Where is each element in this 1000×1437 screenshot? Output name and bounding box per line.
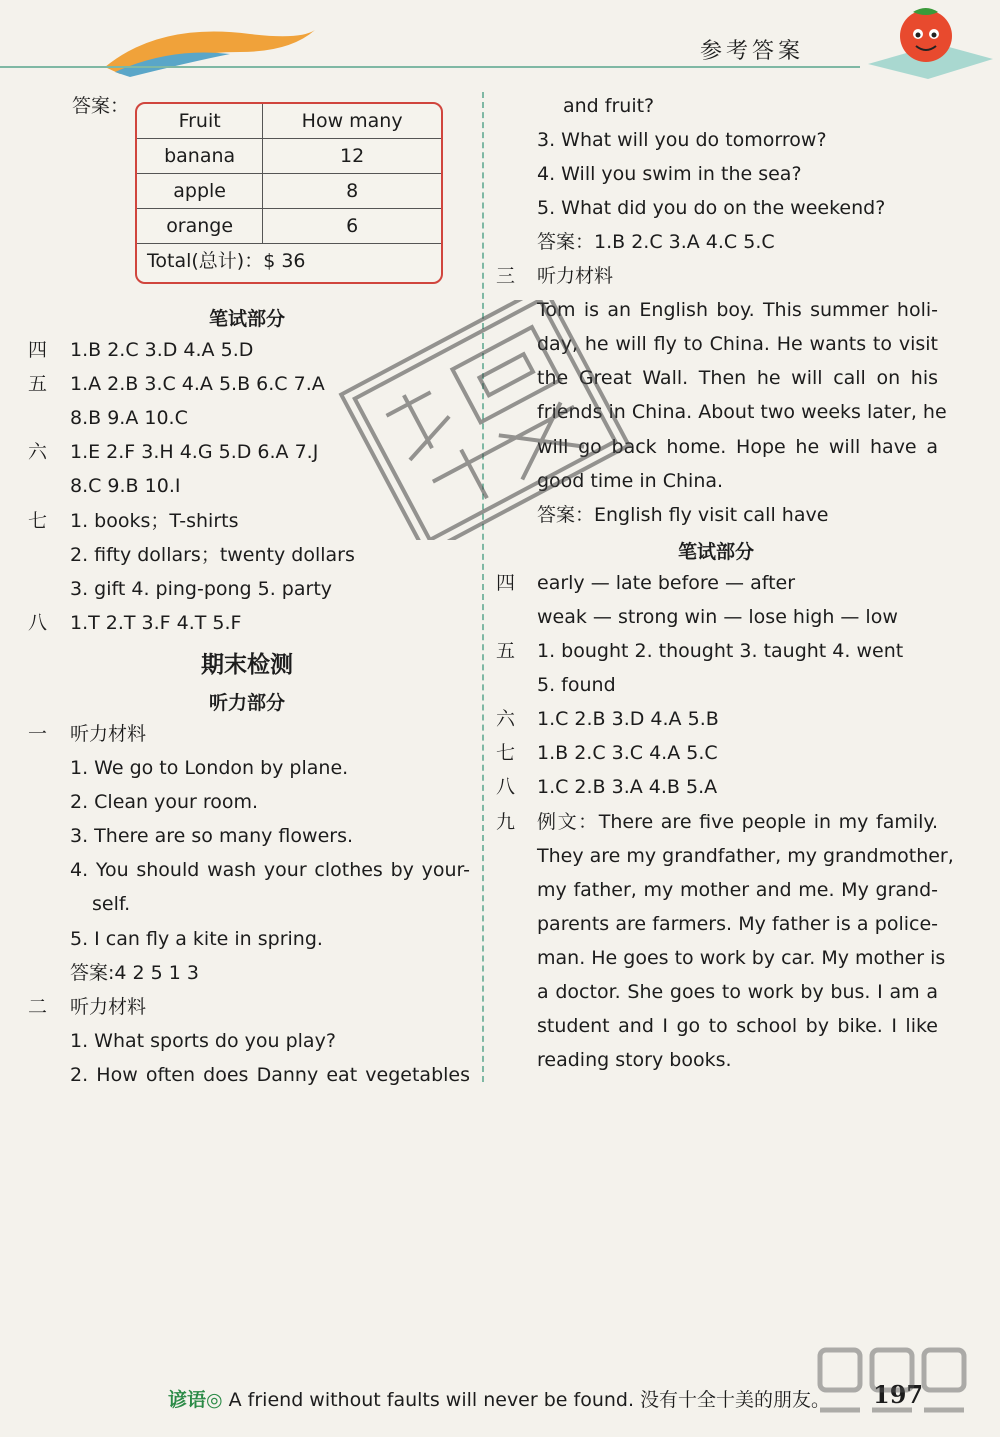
section-number: 四	[28, 339, 48, 361]
essay-line: 例文：There are five people in my family.	[537, 811, 938, 833]
written-heading-right: 笔试部分	[677, 541, 754, 563]
passage-line: Tom is an English boy. This summer holi-	[537, 299, 938, 321]
table-row	[137, 209, 441, 244]
page-title: 参考答案	[700, 39, 805, 64]
table-cell: 8	[263, 174, 441, 209]
essay-line: my father, my mother and me. My grand-	[537, 879, 938, 901]
section-number: 八	[496, 776, 516, 798]
essay-line: reading story books.	[537, 1049, 732, 1071]
list-item: 4. You should wash your clothes by your-	[70, 859, 470, 881]
section-number: 四	[496, 572, 516, 594]
proverb-text: A friend without faults will never be found. 没有十全十美的朋友。	[228, 1389, 831, 1411]
page-header	[0, 0, 1000, 80]
section-number: 二	[28, 996, 48, 1018]
list-item: 5. What did you do on the weekend?	[537, 197, 886, 219]
listening-heading: 听力部分	[208, 692, 285, 714]
section-number: 七	[28, 510, 48, 532]
list-item: 3. There are so many flowers.	[70, 825, 354, 847]
essay-line: parents are farmers. My father is a police-	[537, 913, 938, 935]
answer-line: weak — strong win — lose high — low	[537, 606, 898, 628]
table-row	[137, 139, 441, 174]
list-item: and fruit?	[563, 95, 655, 117]
site-logo-icon	[800, 1330, 990, 1430]
page-number: 197	[873, 1380, 924, 1409]
section-number: 五	[496, 640, 516, 662]
answer-line: 5. found	[537, 674, 616, 696]
section-number: 七	[496, 742, 516, 764]
answer-line: 1.C 2.B 3.A 4.B 5.A	[537, 776, 718, 798]
passage-line: friends in China. About two weeks later, he	[537, 401, 947, 423]
essay-line: They are my grandfather, my grandmother,	[537, 845, 954, 867]
answer-line: 2. fifty dollars；twenty dollars	[70, 544, 355, 566]
answer-line: 1.B 2.C 3.C 4.A 5.C	[537, 742, 718, 764]
answer-label: 答案：	[72, 95, 130, 117]
section-label: 听力材料	[70, 996, 147, 1018]
stamp-watermark-icon	[330, 300, 640, 540]
header-rule	[0, 66, 860, 68]
essay-line: student and I go to school by bike. I like	[537, 1015, 938, 1037]
column-divider	[482, 92, 484, 1082]
section-number: 九	[496, 811, 516, 833]
final-test-heading: 期末检测	[201, 652, 293, 678]
table-header-fruit: Fruit	[137, 104, 263, 139]
proverb-label: 谚语◎	[168, 1389, 223, 1411]
answer-line: 3. gift 4. ping-pong 5. party	[70, 578, 333, 600]
passage-line: the Great Wall. Then he will call on his	[537, 367, 938, 389]
fruit-table	[135, 102, 443, 284]
answer-line: 答案：1.B 2.C 3.A 4.C 5.C	[537, 231, 775, 253]
list-item: 2. Clean your room.	[70, 791, 259, 813]
section-number: 六	[496, 708, 516, 730]
section-number: 六	[28, 441, 48, 463]
answer-line: 1.A 2.B 3.C 4.A 5.B 6.C 7.A	[70, 373, 325, 395]
table-row	[137, 174, 441, 209]
section-label: 听力材料	[70, 723, 147, 745]
table-cell: banana	[137, 139, 263, 174]
proverb-footer	[168, 1385, 830, 1412]
answer-line: early — late before — after	[537, 572, 796, 594]
table-header-how-many: How many	[263, 104, 441, 139]
table-cell: apple	[137, 174, 263, 209]
table-cell: 12	[263, 139, 441, 174]
table-cell: 6	[263, 209, 441, 244]
essay-line: a doctor. She goes to work by bus. I am a	[537, 981, 938, 1003]
written-heading-left: 笔试部分	[208, 308, 285, 330]
answer-line: 1. books；T-shirts	[70, 510, 239, 532]
answer-line: 8.B 9.A 10.C	[70, 407, 188, 429]
answer-line: 8.C 9.B 10.I	[70, 475, 181, 497]
answer-line: 1. bought 2. thought 3. taught 4. went	[537, 640, 904, 662]
answer-line: 1.E 2.F 3.H 4.G 5.D 6.A 7.J	[70, 441, 319, 463]
answer-line: 1.B 2.C 3.D 4.A 5.D	[70, 339, 254, 361]
answer-line: 1.T 2.T 3.F 4.T 5.F	[70, 612, 242, 634]
list-item: 1. We go to London by plane.	[70, 757, 349, 779]
section-label: 听力材料	[537, 265, 614, 287]
table-cell: orange	[137, 209, 263, 244]
passage-line: will go back home. Hope he will have a	[537, 436, 938, 458]
section-number: 八	[28, 612, 48, 634]
section-number: 五	[28, 373, 48, 395]
list-item: self.	[92, 893, 131, 915]
section-number: 三	[496, 265, 516, 287]
decorative-swoosh-icon	[100, 22, 320, 77]
list-item: 1. What sports do you play?	[70, 1030, 336, 1052]
passage-line: day, he will fly to China. He wants to visit	[537, 333, 938, 355]
list-item: 2. How often does Danny eat vegetables	[70, 1064, 470, 1086]
passage-line: good time in China.	[537, 470, 724, 492]
list-item: 5. I can fly a kite in spring.	[70, 928, 323, 950]
table-total: Total(总计)：$ 36	[147, 250, 306, 272]
answer-line: 答案：English fly visit call have	[537, 504, 829, 526]
essay-line: man. He goes to work by car. My mother is	[537, 947, 946, 969]
tomato-mascot-icon	[868, 4, 993, 84]
answer-line: 答案:4 2 5 1 3	[70, 962, 200, 984]
list-item: 4. Will you swim in the sea?	[537, 163, 802, 185]
list-item: 3. What will you do tomorrow?	[537, 129, 827, 151]
answer-line: 1.C 2.B 3.D 4.A 5.B	[537, 708, 719, 730]
section-number: 一	[28, 723, 48, 745]
